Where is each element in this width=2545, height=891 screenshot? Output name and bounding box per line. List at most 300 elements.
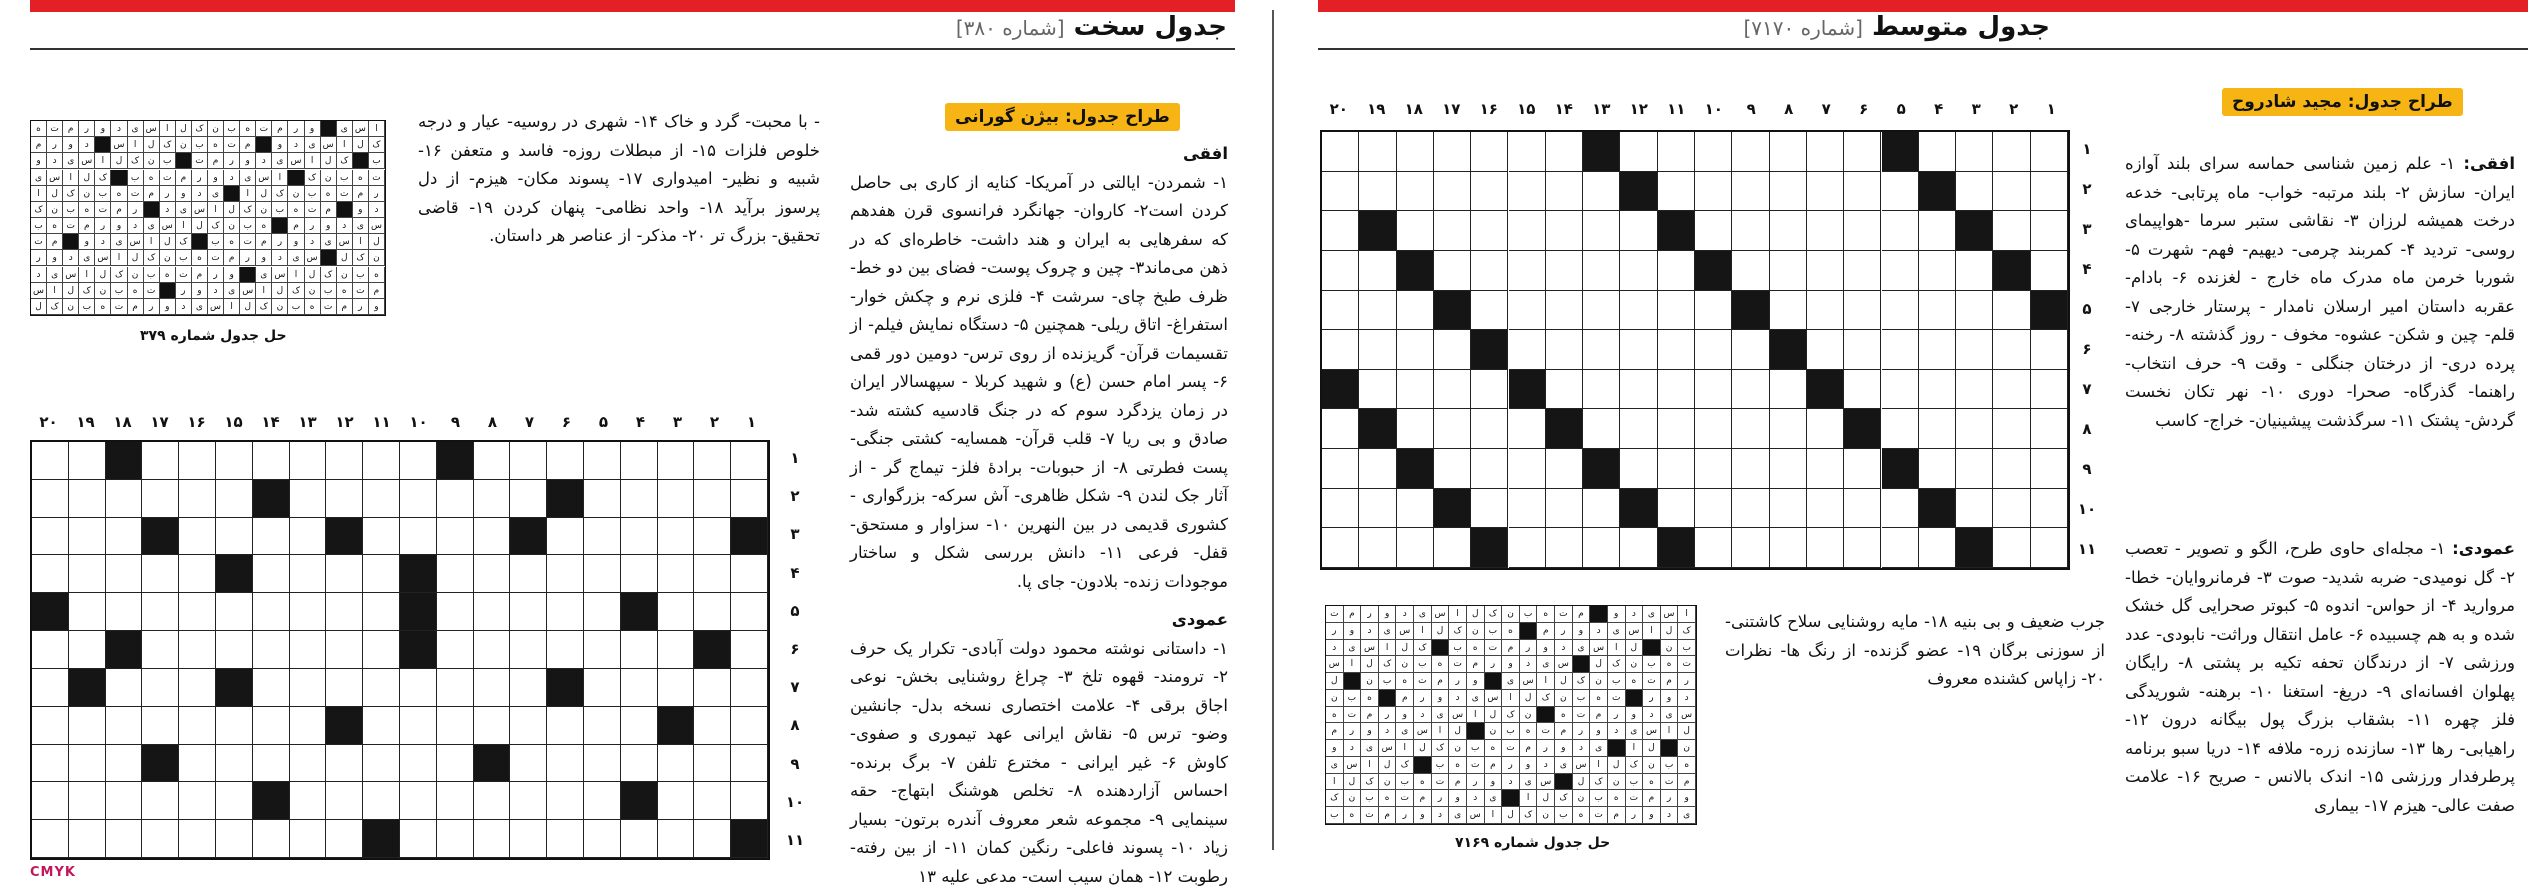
grid-cell: ت: [1361, 807, 1379, 824]
black-cell: [1485, 673, 1503, 690]
grid-cell: ک: [1537, 690, 1555, 707]
grid-cell: م: [176, 170, 192, 186]
grid-cell: ت: [192, 153, 208, 169]
grid-cell: د: [1396, 606, 1414, 623]
grid-cell: [1770, 489, 1807, 529]
black-cell: [1661, 740, 1679, 757]
grid-cell: س: [208, 299, 224, 315]
grid-cell: ا: [111, 250, 127, 266]
grid-cell: ا: [128, 137, 144, 153]
grid-cell: [400, 669, 437, 707]
black-cell: [111, 170, 127, 186]
right-page-title: [1743, 12, 2050, 42]
grid-cell: س: [1626, 623, 1644, 640]
grid-cell: [1620, 251, 1657, 291]
grid-cell: [1993, 211, 2030, 251]
grid-cell: [1509, 528, 1546, 568]
grid-cell: ه: [1361, 690, 1379, 707]
black-cell: [1583, 132, 1620, 172]
grid-cell: ک: [1555, 790, 1573, 807]
grid-cell: ی: [1449, 807, 1467, 824]
grid-cell: ه: [288, 202, 304, 218]
grid-cell: [1620, 449, 1657, 489]
grid-cell: [400, 480, 437, 518]
grid-cell: س: [1643, 723, 1661, 740]
grid-cell: [32, 480, 69, 518]
grid-cell: [1882, 291, 1919, 331]
black-cell: [1583, 449, 1620, 489]
grid-cell: ک: [1414, 640, 1432, 657]
grid-cell: [621, 707, 658, 745]
grid-cell: [400, 707, 437, 745]
grid-cell: ی: [1520, 774, 1538, 791]
grid-cell: [1770, 132, 1807, 172]
row-number: ۱۱: [785, 830, 805, 849]
grid-cell: [1993, 132, 2030, 172]
grid-cell: ا: [1537, 673, 1555, 690]
grid-cell: ت: [95, 202, 111, 218]
black-cell: [1359, 409, 1396, 449]
grid-cell: ا: [79, 267, 95, 283]
grid-cell: ن: [47, 202, 63, 218]
grid-cell: [1919, 251, 1956, 291]
grid-cell: [658, 442, 695, 480]
grid-cell: ت: [256, 121, 272, 137]
grid-cell: ل: [1643, 740, 1661, 757]
grid-cell: ب: [1344, 690, 1362, 707]
grid-cell: [179, 782, 216, 820]
grid-cell: م: [1467, 656, 1485, 673]
grid-cell: ل: [1590, 656, 1608, 673]
grid-cell: ه: [160, 267, 176, 283]
black-cell: [321, 121, 337, 137]
grid-cell: ر: [1608, 707, 1626, 724]
grid-cell: ا: [1608, 640, 1626, 657]
grid-cell: ه: [1449, 757, 1467, 774]
grid-cell: ک: [1608, 656, 1626, 673]
grid-cell: م: [144, 186, 160, 202]
grid-cell: [510, 669, 547, 707]
grid-cell: ل: [1661, 623, 1679, 640]
grid-cell: و: [1537, 640, 1555, 657]
grid-cell: [1397, 172, 1434, 212]
grid-cell: و: [1678, 790, 1696, 807]
grid-cell: ک: [1502, 707, 1520, 724]
grid-cell: د: [176, 299, 192, 315]
grid-cell: ر: [208, 267, 224, 283]
grid-cell: ن: [288, 186, 304, 202]
grid-cell: ن: [63, 299, 79, 315]
grid-cell: ه: [305, 299, 321, 315]
grid-cell: [1807, 489, 1844, 529]
column-number: ۱۵: [224, 413, 243, 431]
grid-cell: [179, 442, 216, 480]
grid-cell: ر: [1485, 656, 1503, 673]
grid-cell: ن: [256, 202, 272, 218]
grid-cell: ن: [1520, 707, 1538, 724]
grid-cell: د: [47, 153, 63, 169]
black-cell: [1620, 489, 1657, 529]
grid-cell: [253, 555, 290, 593]
grid-cell: ک: [1626, 757, 1644, 774]
grid-cell: [326, 631, 363, 669]
grid-cell: ه: [47, 218, 63, 234]
grid-cell: ت: [1573, 707, 1591, 724]
grid-cell: [1620, 291, 1657, 331]
grid-cell: [400, 820, 437, 858]
grid-cell: د: [305, 234, 321, 250]
grid-cell: س: [79, 153, 95, 169]
grid-cell: ت: [1608, 690, 1626, 707]
grid-cell: [1658, 449, 1695, 489]
grid-cell: [1732, 489, 1769, 529]
grid-cell: [1620, 370, 1657, 410]
black-cell: [69, 669, 106, 707]
grid-cell: [216, 782, 253, 820]
grid-cell: [1807, 291, 1844, 331]
right-down-clues: [2125, 535, 2515, 875]
left-issue-number: [شماره ۳۸۰]: [955, 16, 1065, 40]
grid-cell: س: [1590, 640, 1608, 657]
grid-cell: [1397, 211, 1434, 251]
grid-cell: ن: [1344, 790, 1362, 807]
column-number: ۴: [635, 413, 646, 431]
grid-cell: س: [256, 170, 272, 186]
grid-cell: [1993, 291, 2030, 331]
grid-cell: ک: [1520, 807, 1538, 824]
grid-cell: ن: [1449, 740, 1467, 757]
row-number: ۸: [790, 716, 800, 735]
grid-cell: س: [1485, 690, 1503, 707]
black-cell: [1919, 489, 1956, 529]
grid-cell: س: [1379, 740, 1397, 757]
grid-cell: [584, 631, 621, 669]
grid-cell: [1732, 251, 1769, 291]
grid-cell: [1956, 489, 1993, 529]
column-number: ۱: [746, 413, 757, 431]
grid-cell: [363, 518, 400, 556]
black-cell: [1322, 370, 1359, 410]
black-cell: [1397, 251, 1434, 291]
grid-cell: [290, 631, 327, 669]
grid-cell: ک: [1678, 623, 1696, 640]
black-cell: [1993, 251, 2030, 291]
grid-cell: ت: [208, 250, 224, 266]
grid-cell: [731, 442, 768, 480]
grid-cell: [1583, 528, 1620, 568]
grid-cell: م: [192, 267, 208, 283]
grid-cell: د: [111, 121, 127, 137]
grid-cell: ی: [321, 234, 337, 250]
grid-cell: [547, 593, 584, 631]
grid-cell: ل: [224, 202, 240, 218]
grid-cell: ل: [144, 137, 160, 153]
right-across-text: ۱- علم زمین شناسی حماسه سرای بلند آوازه ایران- سازش ۲- بلند مرتبه- خواب- ماه پرتابی- خدعه درخت همیشه لرزان ۳- نقاشی ستبر سرما -هواپیمای روسی- تردید ۴- کمربند چرمی- دیهیم- فهم- شهرت ۵- شوربا خرمن ماه مدرک ماه خارج - لغزنده ۶- بادام- عقربه داستان امیر ارسلان نامدار - پرستار خارجی ۷- قلم- چین و شکن- عشوه- مخوف - روز گذشته ۸- رخنه- پرده دری- از درختان جنگلی - وقت ۹- حرف انتخاب- راهنما- گذرگاه- صحرا- دوری ۱۰- نهر تکان نخست گردش- پشتک ۱۱- سرگذشت پیشینیان- خراج- کاسب: [2125, 154, 2516, 430]
grid-cell: م: [240, 137, 256, 153]
right-crossword-grid: [1320, 130, 2070, 570]
grid-cell: ی: [1485, 790, 1503, 807]
grid-cell: د: [1573, 740, 1591, 757]
grid-cell: ب: [224, 121, 240, 137]
grid-cell: [1471, 449, 1508, 489]
grid-cell: و: [111, 218, 127, 234]
grid-cell: [584, 745, 621, 783]
grid-cell: [1359, 291, 1396, 331]
grid-cell: ک: [288, 283, 304, 299]
grid-cell: [510, 745, 547, 783]
black-cell: [1379, 690, 1397, 707]
grid-cell: ل: [95, 267, 111, 283]
grid-cell: و: [1590, 723, 1608, 740]
grid-cell: [400, 782, 437, 820]
grid-cell: [474, 518, 511, 556]
grid-cell: ی: [1626, 723, 1644, 740]
grid-cell: ت: [1661, 774, 1679, 791]
black-cell: [32, 593, 69, 631]
grid-cell: [69, 782, 106, 820]
grid-cell: م: [1520, 740, 1538, 757]
grid-cell: ر: [1432, 790, 1450, 807]
left-crossword-grid: [30, 440, 770, 860]
grid-cell: [1844, 172, 1881, 212]
grid-cell: د: [337, 218, 353, 234]
grid-cell: [547, 745, 584, 783]
grid-cell: [1546, 528, 1583, 568]
grid-cell: ن: [1396, 656, 1414, 673]
grid-cell: ه: [1485, 740, 1503, 757]
grid-cell: [437, 631, 474, 669]
grid-cell: [731, 631, 768, 669]
grid-cell: و: [208, 170, 224, 186]
grid-cell: [400, 518, 437, 556]
grid-cell: و: [1573, 623, 1591, 640]
grid-cell: [1658, 132, 1695, 172]
grid-cell: ل: [1555, 673, 1573, 690]
grid-cell: س: [1573, 757, 1591, 774]
column-number: ۷: [524, 413, 535, 431]
black-cell: [1770, 330, 1807, 370]
grid-cell: ب: [1502, 723, 1520, 740]
grid-cell: ه: [224, 234, 240, 250]
grid-cell: م: [79, 218, 95, 234]
grid-cell: ب: [288, 299, 304, 315]
grid-cell: ه: [1555, 707, 1573, 724]
column-number: ۱۱: [372, 413, 391, 431]
grid-cell: ا: [305, 153, 321, 169]
left-down-heading: عمودی: [1171, 610, 1228, 629]
grid-cell: ب: [1573, 690, 1591, 707]
right-down-text: ۱- مجله‌ای حاوی طرح، الگو و تصویر - تعصب ۲- گل نومیدی- ضربه شدید- صوت ۳- فرمانروایان- خطا- مروارید ۴- از حواس- اندوه ۵- کبوتر صحرایی گل خشک شده و به هم چسبیده ۶- عامل انتقال وراثت- نابودی- عدد ورزشی ۷- از درندگان تحفه تکیه بر پشتی ۸- رایگان پهلوان افسانه‌ای ۹- دریغ- استغنا ۱۰- برهنه- شوریدگی فلز چهره ۱۱- بشقاب بزرگ پول بیگانه درون ۱۲- راهیابی- رها ۱۳- سازنده زره- ملافه ۱۴- دریا سبو برنامه پرطرفدار ورزشی ۱۵- اندک بالانس - صریح ۱۶- علامت صفت عالی- هیزم ۱۷- بیماری: [2125, 539, 2516, 815]
grid-cell: ت: [1626, 790, 1644, 807]
grid-cell: م: [321, 202, 337, 218]
row-number: ۴: [790, 563, 800, 582]
grid-cell: [2031, 132, 2068, 172]
grid-cell: ب: [1396, 774, 1414, 791]
grid-cell: ن: [1590, 673, 1608, 690]
grid-cell: ر: [192, 170, 208, 186]
grid-cell: [290, 820, 327, 858]
black-cell: [1537, 707, 1555, 724]
grid-cell: [1882, 211, 1919, 251]
grid-cell: [32, 745, 69, 783]
grid-cell: ا: [256, 283, 272, 299]
grid-cell: ب: [1661, 757, 1679, 774]
grid-cell: م: [272, 121, 288, 137]
grid-cell: ک: [1485, 606, 1503, 623]
grid-cell: [253, 707, 290, 745]
grid-cell: ب: [1414, 656, 1432, 673]
grid-cell: م: [1396, 690, 1414, 707]
grid-cell: م: [1361, 707, 1379, 724]
right-row-numbers: [2072, 130, 2102, 570]
page-divider: [1272, 10, 1274, 850]
grid-cell: ی: [1643, 606, 1661, 623]
grid-cell: ت: [63, 218, 79, 234]
grid-cell: [1434, 211, 1471, 251]
grid-cell: [1509, 291, 1546, 331]
black-cell: [326, 707, 363, 745]
grid-cell: [1359, 489, 1396, 529]
row-number: ۷: [2082, 380, 2092, 398]
grid-cell: ه: [1502, 623, 1520, 640]
grid-cell: م: [1449, 774, 1467, 791]
grid-cell: ی: [305, 137, 321, 153]
grid-cell: [326, 745, 363, 783]
column-number: ۱۵: [1517, 100, 1536, 118]
grid-cell: [731, 707, 768, 745]
grid-cell: [1583, 409, 1620, 449]
column-number: ۱۶: [1479, 100, 1498, 118]
black-cell: [474, 745, 511, 783]
grid-cell: ک: [337, 153, 353, 169]
black-cell: [216, 669, 253, 707]
grid-cell: [1583, 489, 1620, 529]
column-number: ۵: [1896, 100, 1906, 118]
grid-cell: [1919, 330, 1956, 370]
grid-cell: و: [305, 121, 321, 137]
grid-cell: [1434, 370, 1471, 410]
grid-cell: س: [1361, 640, 1379, 657]
grid-cell: [694, 745, 731, 783]
grid-cell: [142, 555, 179, 593]
black-cell: [694, 631, 731, 669]
column-number: ۱۱: [1667, 100, 1686, 118]
grid-cell: ل: [1678, 723, 1696, 740]
grid-cell: [1658, 330, 1695, 370]
grid-cell: [106, 707, 143, 745]
black-cell: [1626, 690, 1644, 707]
grid-cell: [1322, 211, 1359, 251]
grid-cell: ا: [1661, 723, 1679, 740]
grid-cell: ک: [144, 250, 160, 266]
grid-cell: ک: [1396, 757, 1414, 774]
grid-cell: [1695, 330, 1732, 370]
grid-cell: [621, 555, 658, 593]
grid-cell: س: [128, 234, 144, 250]
grid-cell: ک: [63, 186, 79, 202]
black-cell: [326, 518, 363, 556]
grid-cell: و: [353, 202, 369, 218]
grid-cell: [474, 631, 511, 669]
grid-cell: [1434, 409, 1471, 449]
grid-cell: د: [1414, 707, 1432, 724]
grid-cell: [1695, 370, 1732, 410]
grid-cell: ه: [79, 202, 95, 218]
grid-cell: و: [1432, 690, 1450, 707]
grid-cell: ر: [1643, 690, 1661, 707]
grid-cell: ه: [1344, 807, 1362, 824]
grid-cell: ک: [240, 202, 256, 218]
grid-cell: [216, 707, 253, 745]
grid-cell: [363, 707, 400, 745]
grid-cell: [1993, 449, 2030, 489]
black-cell: [253, 782, 290, 820]
grid-cell: ه: [95, 299, 111, 315]
black-cell: [658, 707, 695, 745]
grid-cell: [474, 669, 511, 707]
grid-cell: ل: [337, 250, 353, 266]
grid-cell: ن: [1555, 690, 1573, 707]
grid-cell: [1434, 449, 1471, 489]
grid-cell: [142, 593, 179, 631]
black-cell: [621, 782, 658, 820]
grid-cell: د: [224, 170, 240, 186]
grid-cell: ن: [160, 250, 176, 266]
grid-cell: [1509, 489, 1546, 529]
grid-cell: ت: [1449, 656, 1467, 673]
grid-cell: [510, 820, 547, 858]
grid-cell: [621, 631, 658, 669]
grid-cell: د: [95, 234, 111, 250]
grid-cell: [253, 669, 290, 707]
grid-cell: ب: [144, 267, 160, 283]
grid-cell: ه: [1643, 774, 1661, 791]
grid-cell: [1844, 132, 1881, 172]
grid-cell: ل: [1485, 707, 1503, 724]
grid-cell: ر: [1678, 673, 1696, 690]
grid-cell: [1770, 370, 1807, 410]
grid-cell: ه: [31, 121, 47, 137]
grid-cell: ه: [240, 121, 256, 137]
grid-cell: [474, 782, 511, 820]
grid-cell: [1695, 449, 1732, 489]
grid-cell: ه: [128, 283, 144, 299]
grid-cell: [1583, 251, 1620, 291]
grid-cell: [1695, 291, 1732, 331]
grid-cell: ن: [272, 299, 288, 315]
grid-cell: ا: [1502, 690, 1520, 707]
grid-cell: ر: [160, 186, 176, 202]
grid-cell: [547, 518, 584, 556]
grid-cell: م: [111, 202, 127, 218]
grid-cell: ل: [353, 137, 369, 153]
grid-cell: ر: [1326, 623, 1344, 640]
grid-cell: ا: [1643, 623, 1661, 640]
grid-cell: [179, 518, 216, 556]
grid-cell: س: [1432, 606, 1450, 623]
black-cell: [160, 283, 176, 299]
left-down-text: ۱- داستانی نوشته محمود دولت آبادی- تکرار یک حرف ۲- ترومند- قهوه تلخ ۳- چراغ روشنایی بخش- نوعی اجاق برقی ۴- علامت اختصاری نسخه بدل- جانشین وضو- ترس ۵- نقاش ایرانی عهد تیموری و صفوی- کاوش ۶- غیر ایرانی - مخترع تلفن ۷- برگ برنده- احساس آزاردهنده ۸- تخلص هوشنگ ابتهاج- حقه سینمایی ۹- مجموعه شعر معروف آندره برتون- بسیار زیاد ۱۰- پسوند فاعلی- رنگین کمان ۱۱- از بین رفته- رطوبت ۱۲- همان سیب است- مدعی علیه ۱۳: [850, 638, 1229, 886]
black-cell: [216, 555, 253, 593]
black-cell: [272, 218, 288, 234]
black-cell: [1555, 774, 1573, 791]
column-number: ۱۸: [113, 413, 132, 431]
grid-cell: ک: [1449, 623, 1467, 640]
grid-cell: ه: [1326, 707, 1344, 724]
black-cell: [1695, 251, 1732, 291]
row-number: ۶: [2082, 340, 2092, 358]
grid-cell: [1770, 251, 1807, 291]
